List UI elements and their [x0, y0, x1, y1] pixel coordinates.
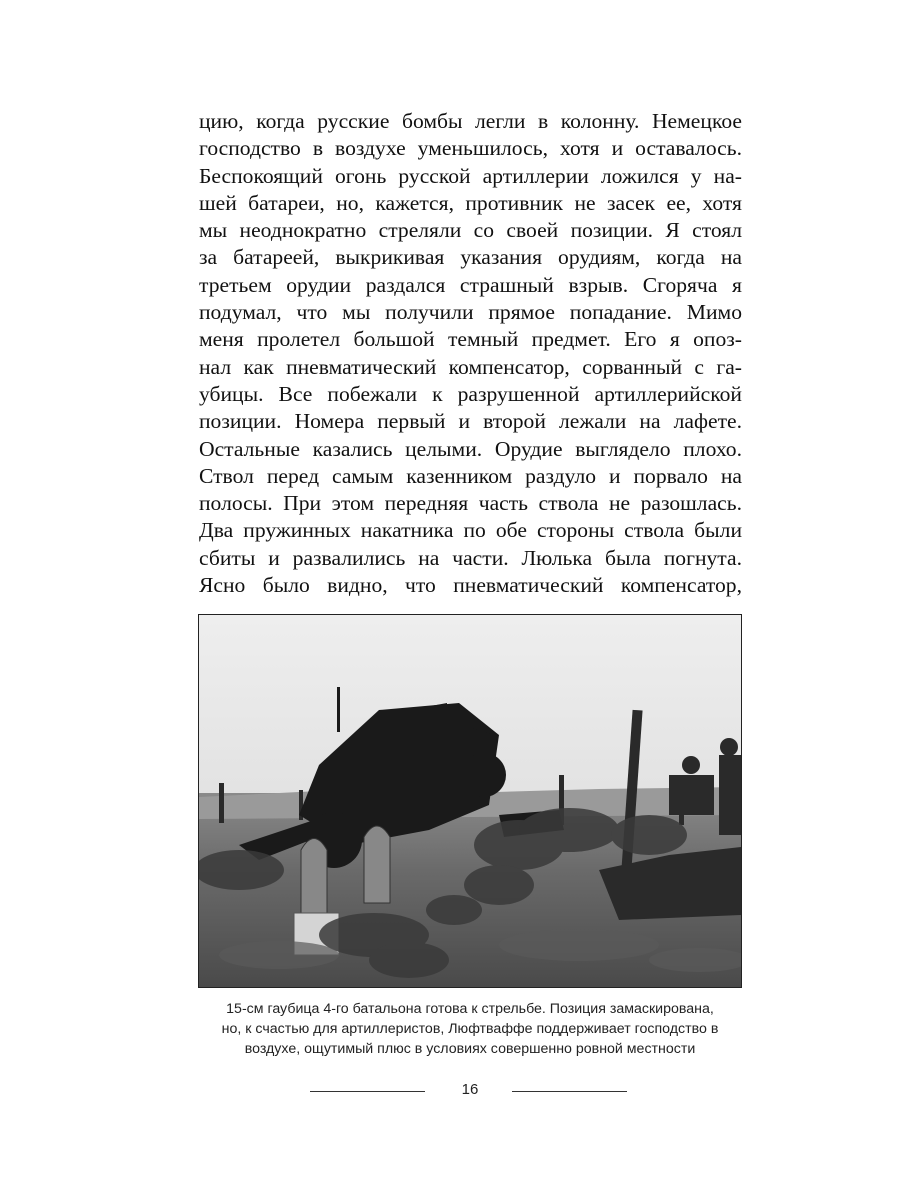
footer-rule-right — [512, 1091, 627, 1092]
text-line: цию, когда русские бомбы легли в колонну. Немецкое — [199, 109, 742, 133]
photo-caption — [190, 999, 750, 1059]
text-line: господство в воздухе уменьшилось, хотя и оставалось. — [199, 136, 742, 161]
text-line: Ясно было видно, что пневматический компенсатор, — [199, 573, 742, 598]
caption-line: но, к счастью для артиллеристов, Люфтваффе поддерживает господство в — [221, 1021, 719, 1037]
text-line: Ствол перед самым казенником раздуло и порвало на — [199, 463, 742, 488]
text-line: сбиты и развалились на части. Люлька была погнута. — [199, 545, 742, 570]
caption-line: воздухе, ощутимый плюс в условиях совершенно ровной местности — [244, 1041, 696, 1057]
text-line: третьем орудии раздался страшный взрыв. Сгоряча я — [199, 272, 742, 297]
text-line: шей батареи, но, кажется, противник не засек ее, хотя — [199, 190, 742, 215]
footer-rule-left — [310, 1091, 425, 1092]
howitzer-photo — [198, 614, 742, 988]
text-line: меня пролетел большой темный предмет. Его я опоз- — [199, 327, 742, 352]
page-number: 16 — [461, 1081, 479, 1098]
body-text — [199, 108, 742, 599]
text-line: мы неоднократно стреляли со своей позиции. Я стоял — [199, 218, 742, 243]
text-line: нал как пневматический компенсатор, сорванный с га- — [199, 354, 742, 379]
text-line: подумал, что мы получили прямое попадание. Мимо — [199, 300, 742, 325]
text-line: полосы. При этом передняя часть ствола не разошлась. — [199, 491, 742, 516]
text-line: Беспокоящий огонь русской артиллерии ложился у на- — [199, 163, 742, 188]
text-line: позиции. Номера первый и второй лежали на лафете. — [199, 409, 742, 434]
caption-line: 15-см гаубица 4-го батальона готова к стрельбе. Позиция замаскирована, — [226, 1001, 714, 1017]
text-line: Два пружинных накатника по обе стороны ствола были — [199, 518, 742, 543]
text-line: за батареей, выкрикивая указания орудиям, когда на — [199, 245, 742, 270]
text-line: Остальные казались целыми. Орудие выглядело плохо. — [199, 436, 742, 461]
text-line: убицы. Все побежали к разрушенной артиллерийской — [199, 381, 742, 406]
